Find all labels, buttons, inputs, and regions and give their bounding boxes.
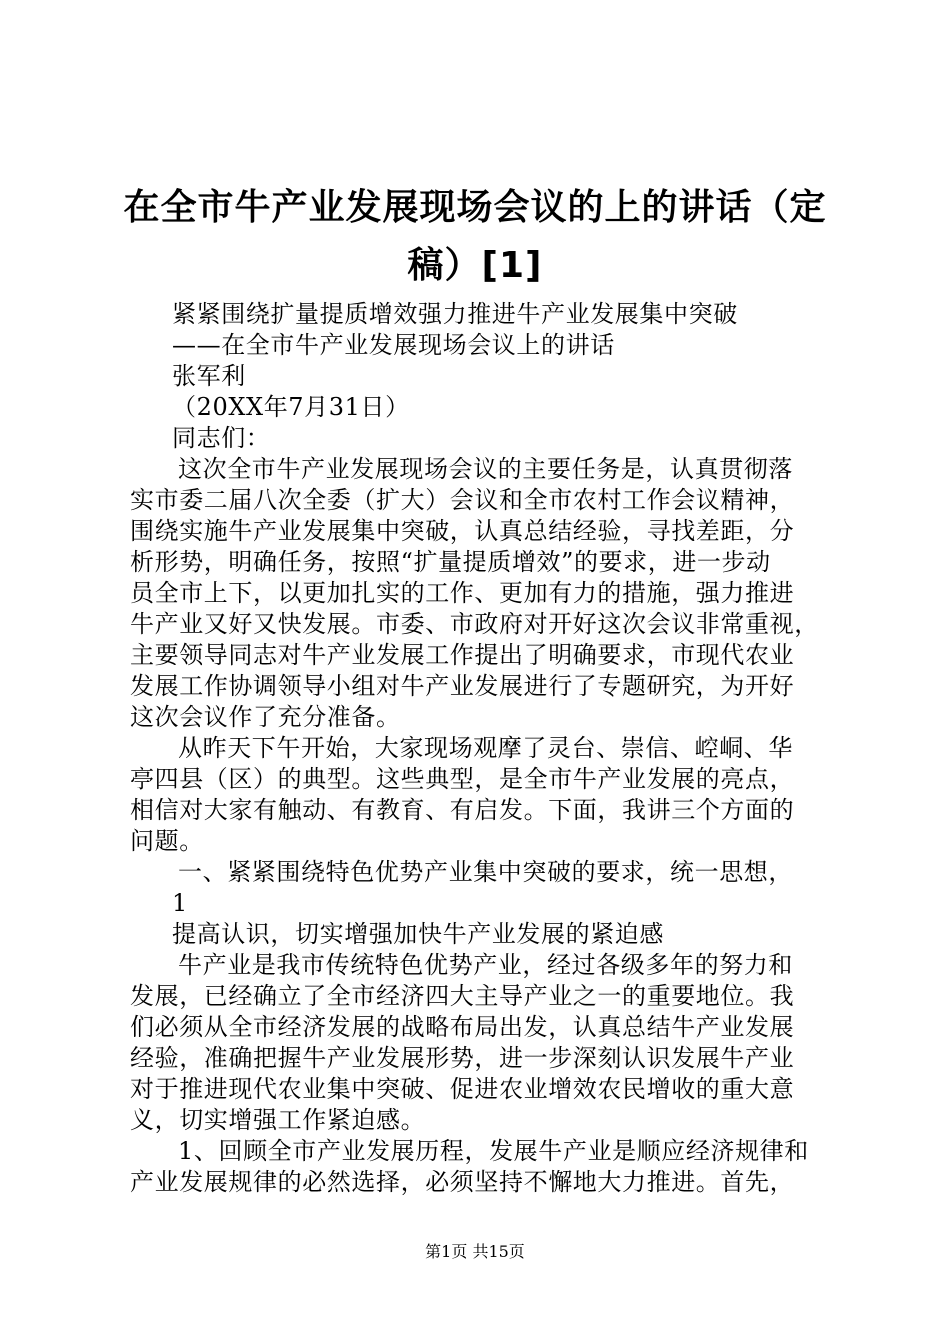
body-line: 亭四县（区）的典型。这些典型，是全市牛产业发展的亮点， [130, 765, 795, 793]
body-line: 义，切实增强工作紧迫感。 [130, 1106, 426, 1134]
document-title-line-1: 在全市牛产业发展现场会议的上的讲话（定 [123, 187, 827, 228]
body-line: 问题。 [130, 827, 204, 855]
body-line: 围绕实施牛产业发展集中突破，认真总结经验，寻找差距，分 [130, 517, 795, 545]
stray-page-number: 1 [172, 889, 188, 917]
document-title-line-2: 稿）[1] [407, 245, 543, 286]
body-line: 这次会议作了充分准备。 [130, 703, 401, 731]
body-line: 经验，准确把握牛产业发展形势，进一步深刻认识发展牛产业 [130, 1044, 795, 1072]
body-line: 1、回顾全市产业发展历程，发展牛产业是顺应经济规律和 [178, 1137, 809, 1165]
body-line: 析形势，明确任务，按照“扩量提质增效”的要求，进一步动 [130, 548, 771, 576]
author: 张军利 [172, 362, 246, 390]
body-line: 相信对大家有触动、有教育、有启发。下面，我讲三个方面的 [130, 796, 795, 824]
body-line: 从昨天下午开始，大家现场观摩了灵台、崇信、崆峒、华 [178, 734, 793, 762]
section-heading-continued: 提高认识，切实增强加快牛产业发展的紧迫感 [172, 920, 664, 948]
section-heading: 一、紧紧围绕特色优势产业集中突破的要求，统一思想， [178, 858, 793, 886]
body-line: 员全市上下，以更加扎实的工作、更加有力的措施，强力推进 [130, 579, 795, 607]
speech-date: （20XX年7月31日） [172, 393, 410, 421]
body-line: 对于推进现代农业集中突破、促进农业增效农民增收的重大意 [130, 1075, 795, 1103]
body-line: 发展，已经确立了全市经济四大主导产业之一的重要地位。我 [130, 982, 795, 1010]
body-line: 主要领导同志对牛产业发展工作提出了明确要求，市现代农业 [130, 641, 795, 669]
page-footer: 第1页 共15页 [425, 1242, 525, 1261]
body-line: 实市委二届八次全委（扩大）会议和全市农村工作会议精神， [130, 486, 795, 514]
body-line: 牛产业是我市传统特色优势产业，经过各级多年的努力和 [178, 951, 793, 979]
subtitle: 紧紧围绕扩量提质增效强力推进牛产业发展集中突破 [172, 300, 738, 328]
body-line: 产业发展规律的必然选择，必须坚持不懈地大力推进。首先， [130, 1168, 795, 1196]
body-line: 这次全市牛产业发展现场会议的主要任务是，认真贯彻落 [178, 455, 793, 483]
body-line: 们必须从全市经济发展的战略布局出发，认真总结牛产业发展 [130, 1013, 795, 1041]
body-line: 发展工作协调领导小组对牛产业发展进行了专题研究，为开好 [130, 672, 795, 700]
salutation: 同志们： [172, 424, 271, 452]
body-line: 牛产业又好又快发展。市委、市政府对开好这次会议非常重视， [130, 610, 819, 638]
subtitle-secondary: ——在全市牛产业发展现场会议上的讲话 [172, 331, 615, 359]
